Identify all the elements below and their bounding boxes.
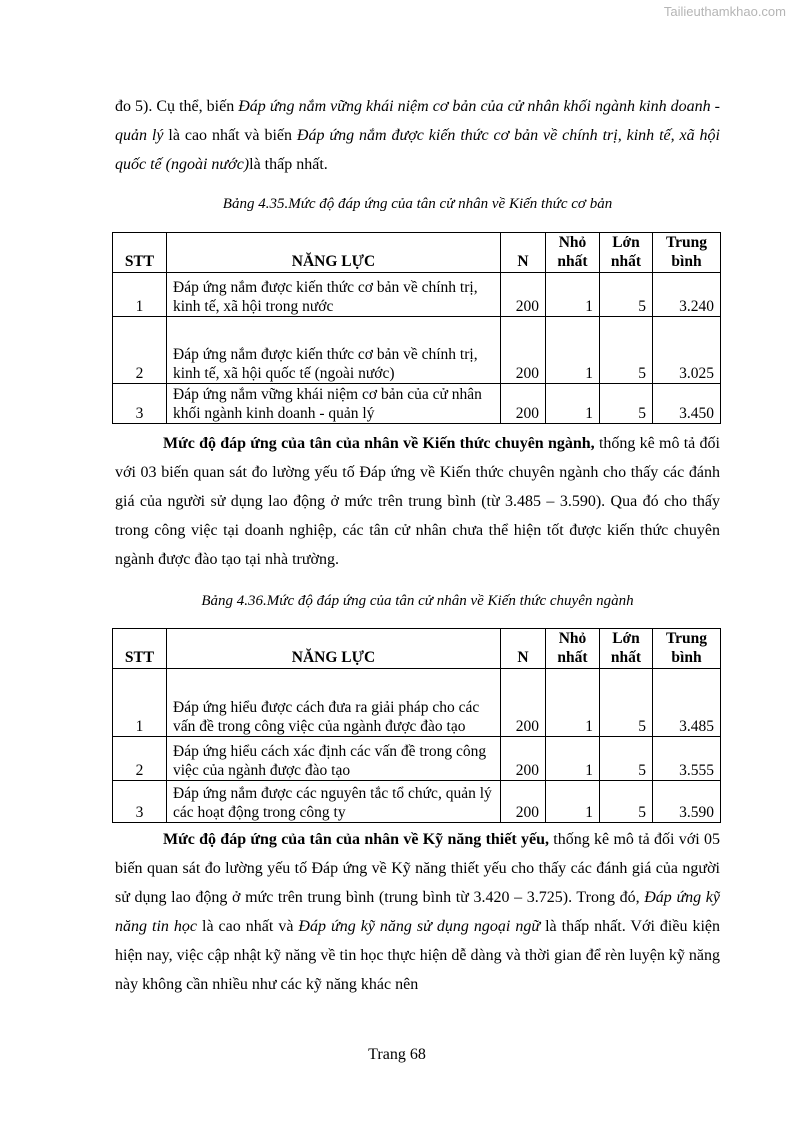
para3-text-3: là thấp nhất. Với điều kiện hiện nay, việc cập nhật kỹ năng về tin học thực hiện dễ dàng và thời gian để rèn luyện kỹ năng này không cần nhiều như các kỹ năng khác nên <box>115 918 720 993</box>
table2-caption-wrap <box>115 591 720 611</box>
table1-wrap <box>112 232 717 424</box>
table1-cell-stt: 3 <box>113 384 167 424</box>
para3-text-2: là cao nhất và <box>197 918 299 935</box>
table2-header-row <box>113 629 721 669</box>
table-row <box>113 669 721 737</box>
table2-cell-min: 1 <box>546 669 600 737</box>
table2-cell-n: 200 <box>501 737 546 781</box>
table2-wrap <box>112 628 717 823</box>
table1-cell-stt: 1 <box>113 273 167 317</box>
table2-cell-stt: 2 <box>113 737 167 781</box>
table1-header-mean: Trung bình <box>653 233 721 273</box>
table2-cell-mean: 3.590 <box>653 781 721 823</box>
table-row <box>113 737 721 781</box>
table1-cell-min: 1 <box>546 273 600 317</box>
table2-cell-capacity: Đáp ứng hiểu cách xác định các vấn đề trong công việc của ngành được đào tạo <box>167 737 501 781</box>
table2-header-capacity: NĂNG LỰC <box>167 629 501 669</box>
table2-header-max: Lớn nhất <box>600 629 653 669</box>
table1-cell-n: 200 <box>501 317 546 384</box>
paragraph-essential-skills <box>115 825 720 999</box>
table-row <box>113 384 721 424</box>
table1-caption-wrap <box>115 194 720 214</box>
intro-text-2: là cao nhất và biến <box>163 127 297 144</box>
table1-header-stt: STT <box>113 233 167 273</box>
table2-cell-min: 1 <box>546 781 600 823</box>
table2-cell-stt: 3 <box>113 781 167 823</box>
page-number: Trang 68 <box>368 1046 426 1063</box>
table1-header-row <box>113 233 721 273</box>
intro-italic-2: Đáp ứng nắm được kiến thức cơ bản về chính trị, kinh tế, xã hội quốc tế (ngoài nước) <box>115 127 720 173</box>
table2-header-stt: STT <box>113 629 167 669</box>
table-row <box>113 273 721 317</box>
table1-cell-max: 5 <box>600 273 653 317</box>
table1-cell-n: 200 <box>501 273 546 317</box>
table1-cell-capacity: Đáp ứng nắm được kiến thức cơ bản về chính trị, kinh tế, xã hội trong nước <box>167 273 501 317</box>
table1-header-min: Nhỏ nhất <box>546 233 600 273</box>
table2-cell-capacity: Đáp ứng nắm được các nguyên tắc tổ chức, quản lý các hoạt động trong công ty <box>167 781 501 823</box>
table2-header-min: Nhỏ nhất <box>546 629 600 669</box>
watermark: Tailieuthamkhao.com <box>663 4 786 19</box>
para3-text-1: thống kê mô tả đối với 05 biến quan sát đo lường yếu tố Đáp ứng về Kỹ năng thiết yếu cho thấy các đánh giá của người sử dụng lao động ở mức trên trung bình (trung bình từ 3.420 – 3.725). Trong đó, <box>115 831 721 906</box>
table1-caption: Bảng 4.35.Mức độ đáp ứng của tân cử nhân về Kiến thức cơ bản <box>222 196 613 212</box>
para3-italic-2: Đáp ứng kỹ năng sử dụng ngoại ngữ <box>298 918 541 935</box>
table2-cell-max: 5 <box>600 669 653 737</box>
table2-header-n: N <box>501 629 546 669</box>
table-row <box>113 317 721 384</box>
table1-cell-min: 1 <box>546 384 600 424</box>
table2-cell-n: 200 <box>501 781 546 823</box>
para3-bold-lead: Mức độ đáp ứng của tân của nhân về Kỹ năng thiết yếu, <box>163 831 549 848</box>
table1-cell-stt: 2 <box>113 317 167 384</box>
table2-cell-mean: 3.555 <box>653 737 721 781</box>
intro-italic-1: Đáp ứng nắm vững khái niệm cơ bản của cử nhân khối ngành kinh doanh - quản lý <box>115 98 721 144</box>
table1-header-n: N <box>501 233 546 273</box>
table2 <box>112 628 721 823</box>
table2-cell-stt: 1 <box>113 669 167 737</box>
table2-cell-min: 1 <box>546 737 600 781</box>
table2-cell-max: 5 <box>600 781 653 823</box>
table1-cell-mean: 3.450 <box>653 384 721 424</box>
table-row <box>113 781 721 823</box>
intro-text-1: đo 5). Cụ thể, biến <box>115 98 239 115</box>
table2-cell-n: 200 <box>501 669 546 737</box>
table2-header-mean: Trung bình <box>653 629 721 669</box>
table1-cell-max: 5 <box>600 317 653 384</box>
table1-cell-max: 5 <box>600 384 653 424</box>
table1-cell-mean: 3.025 <box>653 317 721 384</box>
table2-cell-mean: 3.485 <box>653 669 721 737</box>
paragraph-specialized-knowledge <box>115 429 720 574</box>
table2-cell-max: 5 <box>600 737 653 781</box>
table1-header-capacity: NĂNG LỰC <box>167 233 501 273</box>
table1-cell-mean: 3.240 <box>653 273 721 317</box>
para2-bold-lead: Mức độ đáp ứng của tân của nhân về Kiến thức chuyên ngành, <box>163 435 595 452</box>
table1-cell-capacity: Đáp ứng nắm được kiến thức cơ bản về chính trị, kinh tế, xã hội quốc tế (ngoài nước) <box>167 317 501 384</box>
table1-header-max: Lớn nhất <box>600 233 653 273</box>
table2-caption: Bảng 4.36.Mức độ đáp ứng của tân cử nhân về Kiến thức chuyên ngành <box>201 593 634 609</box>
table1-cell-n: 200 <box>501 384 546 424</box>
table1 <box>112 232 721 424</box>
table1-cell-min: 1 <box>546 317 600 384</box>
intro-text-3: là thấp nhất. <box>249 156 328 173</box>
intro-paragraph <box>115 92 720 179</box>
table1-cell-capacity: Đáp ứng nắm vững khái niệm cơ bản của cử nhân khối ngành kinh doanh - quản lý <box>167 384 501 424</box>
table2-cell-capacity: Đáp ứng hiểu được cách đưa ra giải pháp cho các vấn đề trong công việc của ngành được đào tạo <box>167 669 501 737</box>
para2-text: thống kê mô tả đối với 03 biến quan sát đo lường yếu tố Đáp ứng về Kiến thức chuyên ngành cho thấy các đánh giá của người sử dụng lao động ở mức trên trung bình (từ 3.485 – 3.590). Qua đó cho thấy trong công việc tại doanh nghiệp, các tân cử nhân chưa thể hiện tốt được kiến thức chuyên ngành được đào tạo tại nhà trường. <box>115 435 721 568</box>
para3-italic-1: Đáp ứng kỹ năng tin học <box>115 889 721 935</box>
